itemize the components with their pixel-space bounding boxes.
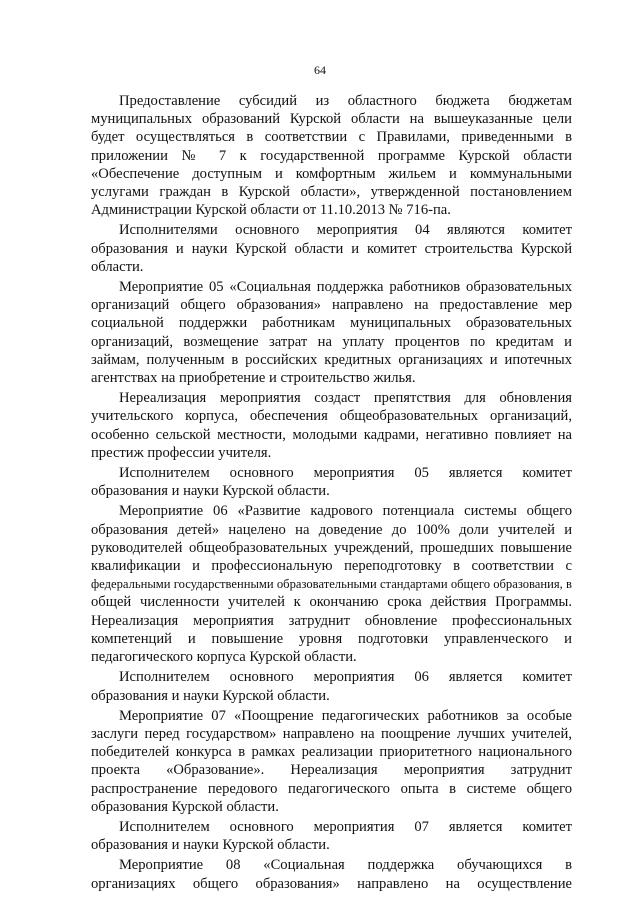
text-line: престиж профессии учителя. <box>91 444 272 461</box>
text-line: победителей конкурса в рамках реализации приоритетного национального <box>91 744 572 761</box>
text-line: компетенций и повышение уровня подготовки управленческого и <box>91 630 572 647</box>
text-line: займам, полученным в российских кредитных организациях и ипотечных <box>91 351 572 368</box>
text-line: приложении № 7 к государственной программе Курской области <box>91 147 572 164</box>
text-line: Мероприятие 05 «Социальная поддержка работников образовательных <box>119 279 572 296</box>
text-line: Мероприятие 08 «Социальная поддержка обучающихся в <box>119 857 572 874</box>
text-line: Мероприятие 07 «Поощрение педагогических работников за особые <box>119 707 572 724</box>
text-line: образования Курской области. <box>91 798 279 815</box>
text-line: Нереализация мероприятия затруднит обновление профессиональных <box>91 612 572 629</box>
text-line: услугами граждан в Курской области», утвержденной постановлением <box>91 184 572 201</box>
text-line: руководителей общеобразовательных учреждений, прошедших повышение <box>91 539 572 556</box>
text-line: учительского корпуса, обеспечения общеобразовательных организаций, <box>91 408 572 425</box>
text-line: Нереализация мероприятия создаст препятствия для обновления <box>119 390 572 407</box>
text-line: агентствах на приобретение и строительство жилья. <box>91 370 416 387</box>
text-line: проекта «Образование». Нереализация мероприятия затруднит <box>91 762 572 779</box>
text-line: педагогического корпуса Курской области. <box>91 649 357 666</box>
text-line: заслуги перед государством» направлено на поощрение лучших учителей, <box>91 725 572 742</box>
paragraph <box>91 818 572 854</box>
paragraph <box>91 221 572 276</box>
paragraph <box>91 92 572 219</box>
text-line: образования и науки Курской области. <box>91 483 330 500</box>
paragraph <box>91 668 572 704</box>
paragraph <box>91 856 572 892</box>
text-line: образования и науки Курской области. <box>91 837 330 854</box>
text-line: распространение передового педагогического опыта в системе общего <box>91 780 572 797</box>
text-line: будет осуществляться в соответствии с Правилами, приведенными в <box>91 129 572 146</box>
text-line: квалификации и профессиональную переподготовку в соответствии с <box>91 558 572 575</box>
text-line: особенно сельской местности, молодыми кадрами, негативно повлияет на <box>91 426 572 443</box>
text-line: «Обеспечение доступным и комфортным жильем и коммунальными <box>91 165 572 182</box>
text-line: организаций, возмещение затрат на уплату процентов по кредитам и <box>91 333 572 350</box>
paragraph <box>91 278 572 387</box>
text-line: Исполнителем основного мероприятия 06 является комитет <box>119 669 572 686</box>
document-body <box>91 92 572 893</box>
text-line: Администрации Курской области от 11.10.2013 № 716-па. <box>91 202 451 219</box>
text-line: общей численности учителей к окончанию срока действия Программы. <box>91 594 572 611</box>
text-line: Предоставление субсидий из областного бюджета бюджетам <box>119 93 572 109</box>
text-line: социальной поддержки работникам муниципальных образовательных <box>91 315 572 332</box>
page-number: 64 <box>314 63 326 77</box>
paragraph <box>91 502 572 666</box>
text-line: Мероприятие 06 «Развитие кадрового потенциала системы общего <box>119 503 572 520</box>
paragraph <box>91 389 572 462</box>
text-line: образования и науки Курской области и комитет строительства Курской <box>91 240 572 257</box>
text-line: организациях общего образования» направлено на осуществление <box>91 875 572 892</box>
text-line: области. <box>91 258 144 275</box>
text-line: федеральными государственными образовательными стандартами общего образования, в <box>91 577 572 592</box>
text-line: организаций общего образования» направлено на предоставление мер <box>91 297 572 314</box>
paragraph <box>91 707 572 816</box>
text-line: образования детей» нацелено на доведение до 100% доли учителей и <box>91 521 572 538</box>
text-line: муниципальных образований Курской области на вышеуказанные цели <box>91 111 572 128</box>
text-line: Исполнителем основного мероприятия 05 является комитет <box>119 465 572 482</box>
text-line: Исполнителем основного мероприятия 07 является комитет <box>119 818 572 835</box>
text-line: Исполнителями основного мероприятия 04 являются комитет <box>119 222 572 239</box>
paragraph <box>91 464 572 500</box>
text-line: образования и науки Курской области. <box>91 687 330 704</box>
